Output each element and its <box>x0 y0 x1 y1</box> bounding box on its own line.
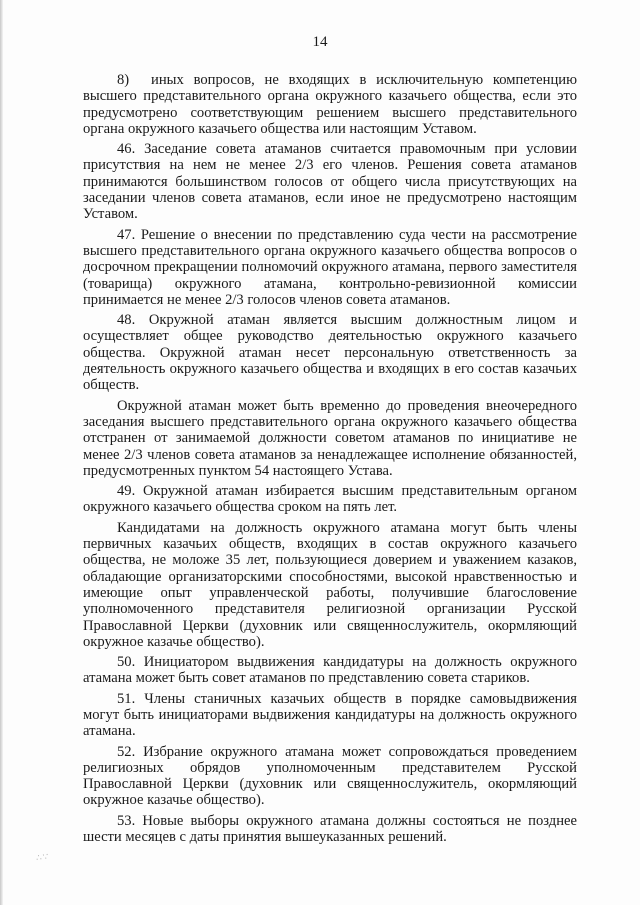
paragraph-49: 49. Окружной атаман избирается высшим представительным органом окружного казачьего общества сроком на пять лет. <box>83 483 577 516</box>
paragraph-53: 53. Новые выборы окружного атамана должны состояться не позднее шести месяцев с даты принятия вышеуказанных решений. <box>83 812 577 846</box>
paragraph-50: 50. Инициатором выдвижения кандидатуры на должность окружного атамана может быть совет атаманов по представлению совета стариков. <box>83 654 577 687</box>
paragraph-47: 47. Решение о внесении по представлению суда чести на рассмотрение высшего представительного органа окружного казачьего общества вопросов о досрочном прекращении полномочий окружного атамана, первого заместителя (товарища) окружного атамана, контрольно-ревизионной комиссии принимается не менее 2/3 голосов членов совета атаманов. <box>83 226 577 308</box>
paragraph-46: 46. Заседание совета атаманов считается правомочным при условии присутствия на нем не менее 2/3 его членов. Решения совета атаманов принимаются большинством голосов от общего числа присутствующих на заседании членов совета атаманов, если иное не предусмотрено настоящим Уставом. <box>83 141 577 223</box>
paragraph-52: 52. Избрание окружного атамана может сопровождаться проведением религиозных обрядов уполномоченным представителем Русской Православной Церкви (духовник или священнослужитель, окормляющий окружное казачье общество). <box>83 743 577 809</box>
scan-smudge-mark: ∴∵ <box>35 851 51 863</box>
paragraph-item-8: 8) иных вопросов, не входящих в исключительную компетенцию высшего представительного органа окружного казачьего общества, если это предусмотрено соответствующим решением высшего представительного органа окружного казачьего общества или настоящим Уставом. <box>83 72 577 137</box>
paragraph-48: 48. Окружной атаман является высшим должностным лицом и осуществляет общее руководство деятельностью окружного казачьего общества. Окружной атаман несет персональную ответственность за деятельность окружного казачьего общества и входящих в его состав казачьих обществ. <box>83 312 577 394</box>
page-edge-shadow <box>0 0 3 905</box>
page-number: 14 <box>312 34 328 50</box>
paragraph-51: 51. Члены станичных казачьих обществ в порядке самовыдвижения могут быть инициаторами выдвижения кандидатуры на должность окружного атамана. <box>83 690 577 740</box>
document-body <box>83 72 577 845</box>
paragraph-48-continued: Окружной атаман может быть временно до проведения внеочередного заседания высшего представительного органа окружного казачьего общества отстранен от занимаемой должности советом атаманов по инициативе не менее 2/3 членов совета атаманов за ненадлежащее исполнение обязанностей, предусмотренных пунктом 54 настоящего Устава. <box>83 397 577 479</box>
paragraph-49-continued: Кандидатами на должность окружного атамана могут быть члены первичных казачьих обществ, входящих в состав окружного казачьего общества, не моложе 35 лет, пользующиеся доверием и уважением казаков, обладающие организаторскими способностями, высокой нравственностью и имеющие опыт управленческой работы, получившие благословение уполномоченного представителя религиозной организации Русской Православной Церкви (духовник или священнослужитель, окормляющий окружное казачье общество). <box>83 519 577 650</box>
